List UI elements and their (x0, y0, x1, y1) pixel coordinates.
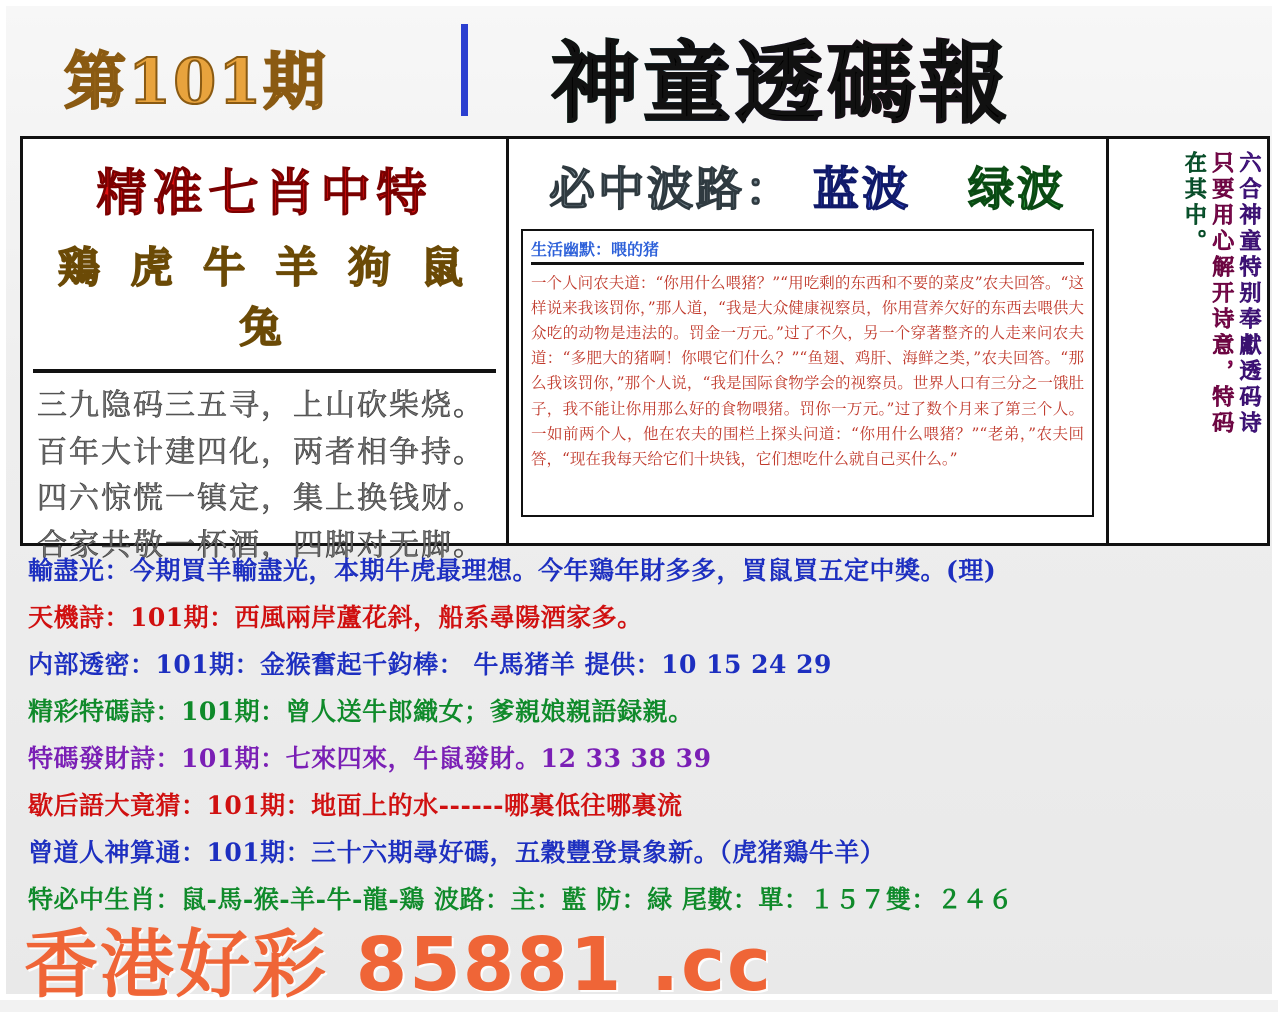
header-divider (461, 24, 468, 116)
wave-green-label: 绿波 (968, 162, 1067, 216)
wave-title-prefix: 必中波路： (548, 162, 794, 216)
poem-line: 百年大计建四化，两者相争持。 (37, 434, 485, 470)
poem-line: 四六惊慌一镇定，集上换钱财。 (37, 481, 485, 516)
line-tianjishi: 天機詩：101期：西風兩岸蘆花斜，船系尋陽酒家多。 (28, 603, 643, 632)
story-box (521, 229, 1094, 517)
poem-line: 三九隐码三五寻，上山砍柴烧。 (37, 388, 485, 423)
vertical-column-2: 只要用心解开诗意，特码 (1208, 151, 1235, 437)
page-header (6, 6, 1278, 134)
issue-number: 第101期 (64, 45, 328, 118)
line-zengdaoren: 曾道人神算通：101期：三十六期尋好碼，五穀豐登景象新。（虎猪鶏牛羊） (28, 838, 886, 867)
zodiac-list: 鶏 虎 牛 羊 狗 鼠 兔 (57, 243, 472, 352)
left-panel (23, 139, 509, 563)
left-poem (37, 383, 492, 569)
watermark-suffix: .cc (650, 922, 773, 1008)
wave-title (509, 153, 1106, 219)
top-band (20, 136, 1270, 563)
watermark-text: 香港好彩 (24, 922, 328, 1008)
left-panel-title: 精准七肖中特 (96, 163, 433, 222)
line-tebizhong: 特必中生肖：鼠-馬-猴-羊-牛-龍-鶏 波路：主：藍 防：緑 尾數：單：１５７雙：２４６ (28, 885, 1014, 914)
bottom-lines (20, 554, 1270, 934)
right-panel (1109, 139, 1267, 543)
poem-line: 合家共敬一杯酒，四脚对无脚。 (37, 527, 485, 563)
line-neibutoumi: 内部透密：101期：金猴奮起千鈞棒： 牛馬猪羊 提供：10 15 24 29 (28, 650, 832, 679)
left-panel-rule (33, 369, 496, 373)
line-jingcaitema: 精彩特碼詩：101期：曾人送牛郎織女；爹親娘親語録親。 (28, 697, 694, 726)
vertical-text-columns (1109, 139, 1267, 543)
wave-blue-label: 蓝波 (812, 162, 911, 216)
story-title: 生活幽默：喂的猪 (531, 240, 660, 259)
line-xiehouyu: 歇后語大竟猜：101期：地面上的水------哪裏低往哪裏流 (28, 791, 683, 820)
masthead-title: 神童透碼報 (551, 14, 1011, 140)
vertical-column-3: 在其中。 (1181, 151, 1208, 255)
mid-panel (509, 139, 1109, 543)
line-temafacai: 特碼發財詩：101期：七來四來，牛鼠發財。12 33 38 39 (28, 744, 712, 773)
watermark-number: 85881 (355, 922, 624, 1008)
story-rule (531, 262, 1084, 265)
vertical-column-1: 六合神童特别奉獻透码诗 (1236, 151, 1262, 437)
story-text: 一个人问农夫道：“你用什么喂猪？”“用吃剩的东西和不要的菜皮”农夫回答。“这样说来我该罚你，”那人道，“我是大众健康视察员，你用营养欠好的东西去喂供大众吃的动物是违法的。罚金一万元。”过了不久，另一个穿著整齐的人走来问农夫道：“多肥大的猪啊！你喂它们什么？”“鱼翅、鸡肝、海鲜之类，”农夫回答。“那么我该罚你，”那个人说，“我是国际食物学会的视察员。世界人口有三分之一饿肚子，我不能让你用那么好的食物喂猪。罚你一万元。”过了数个月来了第三个人。一如前两个人，他在农夫的围栏上探头问道：“你用什么喂猪？”“老弟，”农夫回答，“现在我每天给它们十块钱，它们想吃什么就自己买什么。” (531, 274, 1084, 468)
line-shujinguang: 輸盡光：今期買羊輸盡光，本期牛虎最理想。今年鶏年財多多，買鼠買五定中獎。(理) (28, 556, 997, 585)
